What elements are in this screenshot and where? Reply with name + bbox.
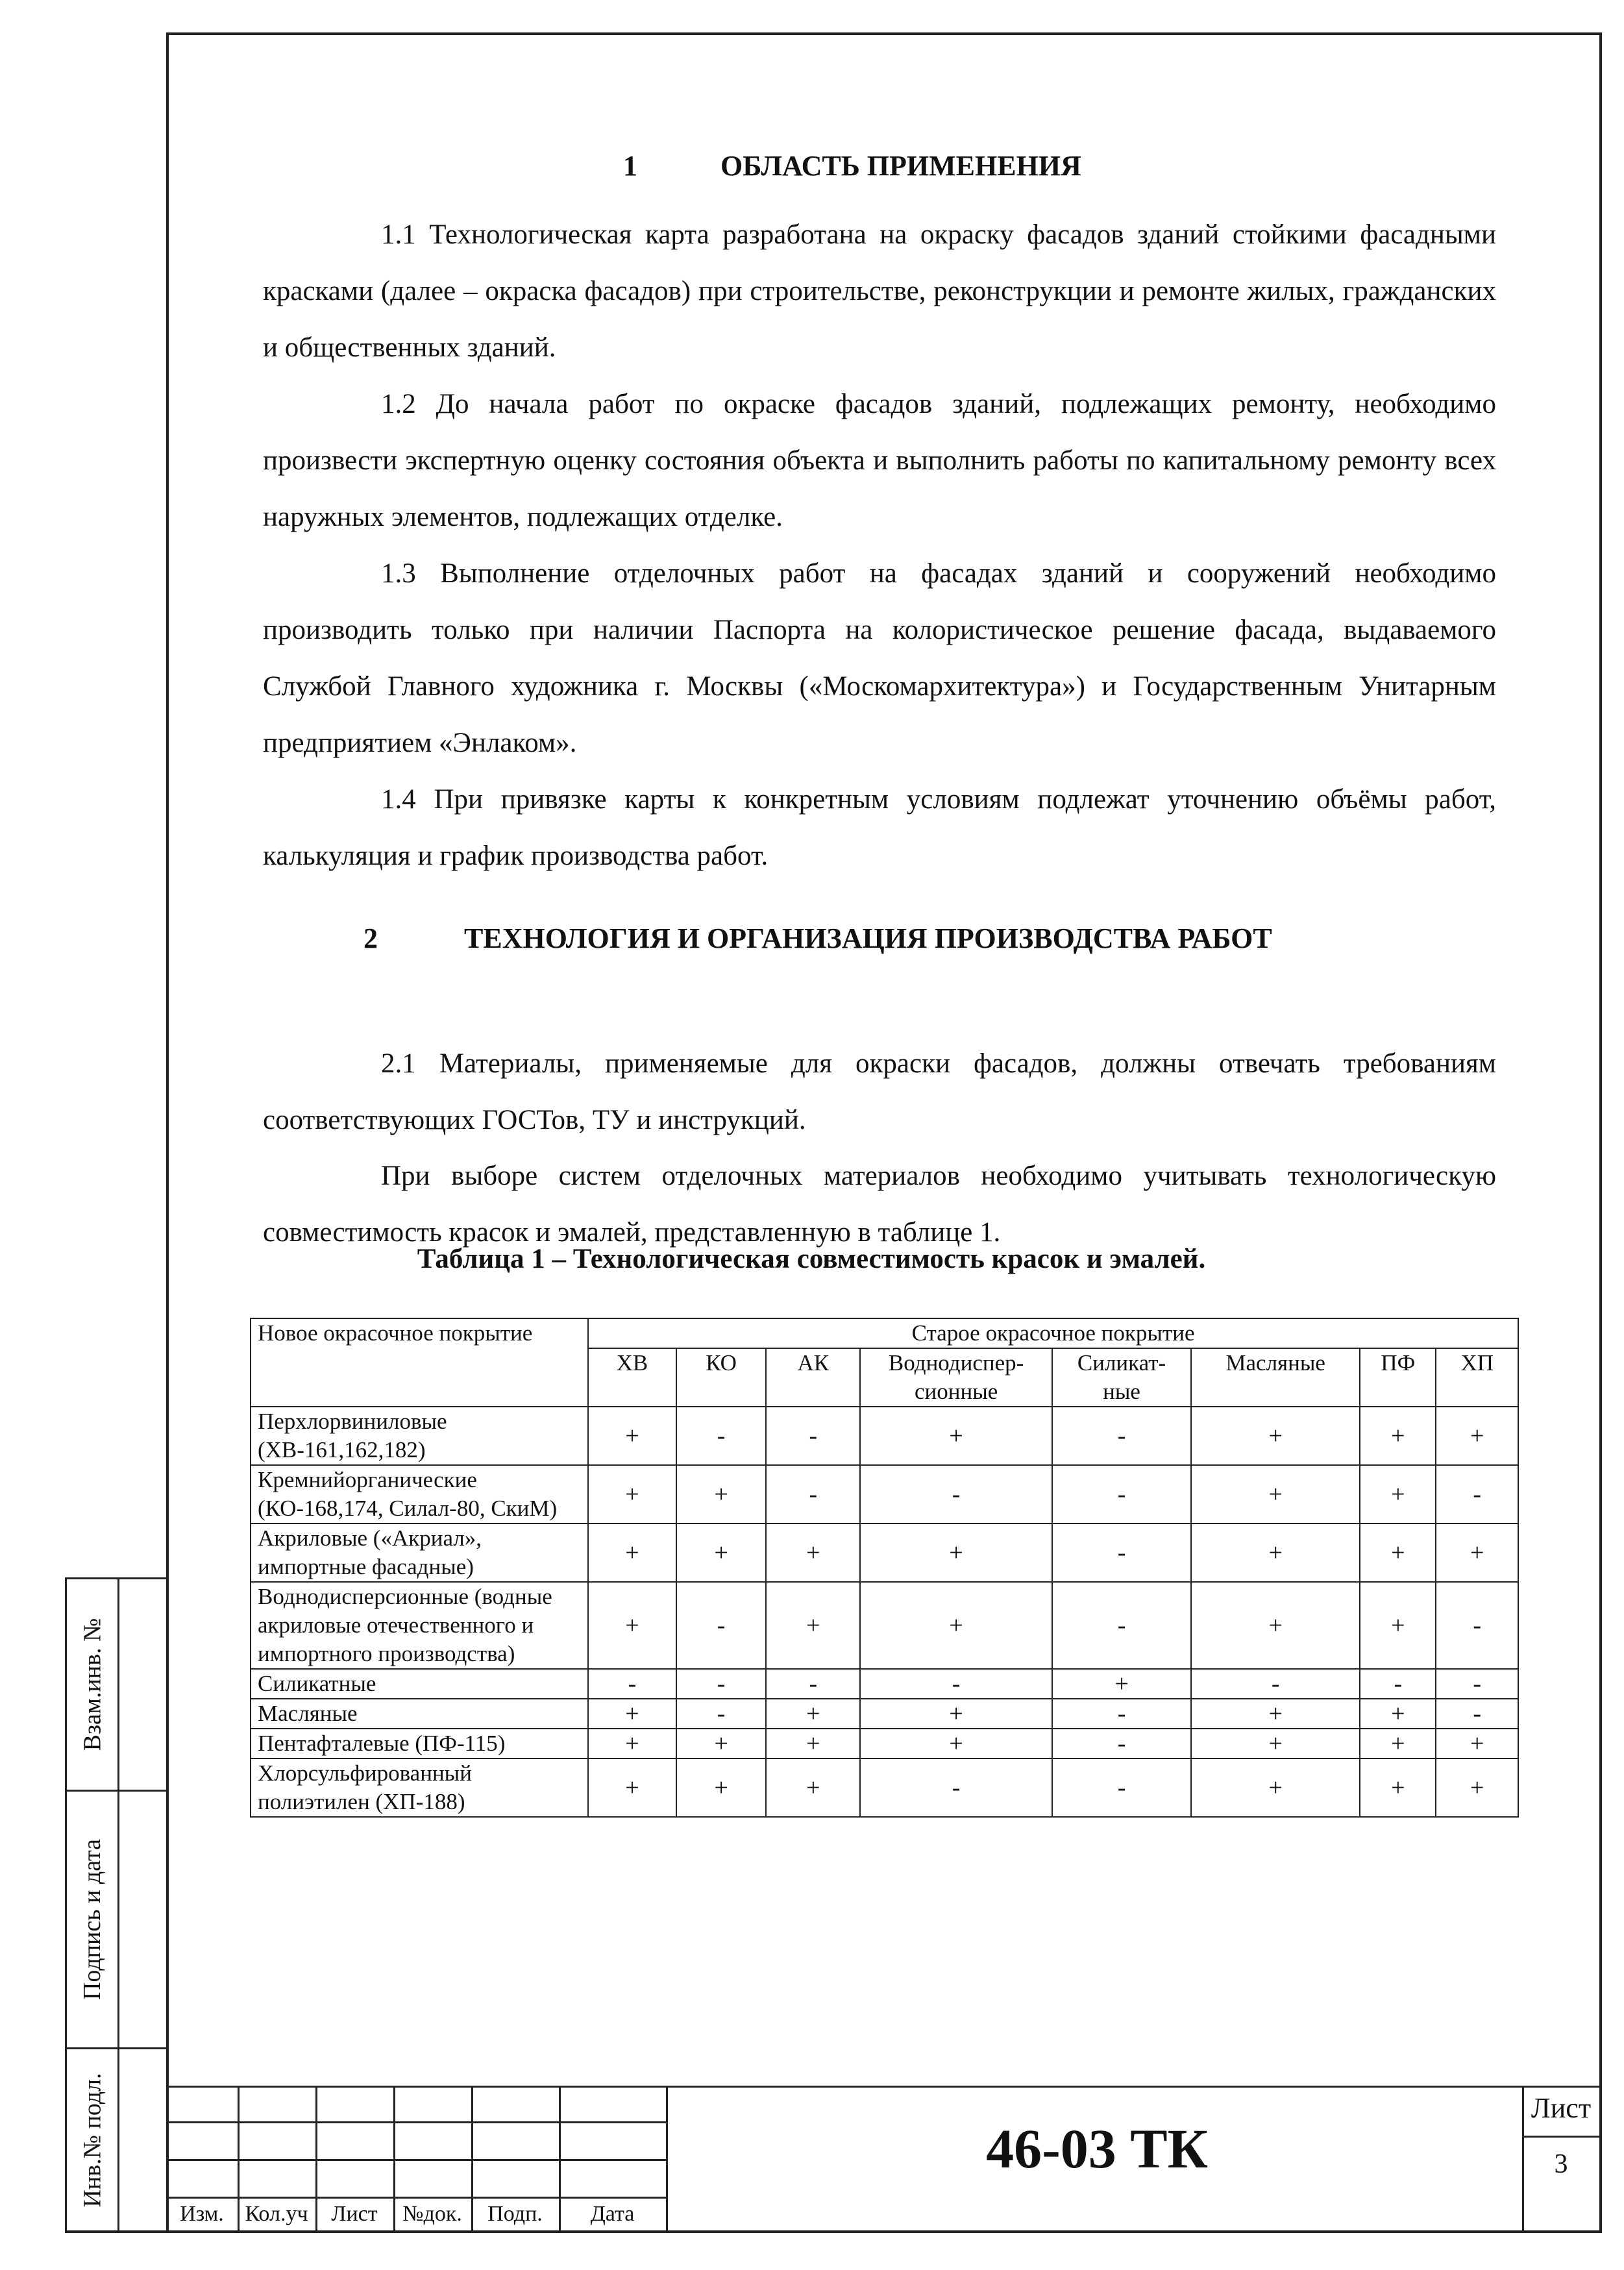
compatibility-cell: + [588,1729,676,1758]
compatibility-cell: + [1360,1699,1436,1729]
compatibility-cell: - [1436,1669,1518,1699]
compatibility-cell: + [676,1524,767,1582]
compatibility-cell: - [860,1465,1052,1524]
row-coating-name: Пентафталевые (ПФ-115) [251,1729,588,1758]
frame-left-border [166,32,169,2233]
table-header-row-1 [251,1318,1518,1348]
compatibility-cell: + [1360,1524,1436,1582]
compatibility-cell: + [1436,1407,1518,1465]
paragraph-2-2: При выборе систем отделочных материалов необходимо учитывать технологическую совместимость красок и эмалей, представленную в таблице 1. [263,1161,1496,1248]
column-header: Воднодиспер-сионные [860,1348,1052,1407]
title-block-col-izm: Изм. [180,2202,224,2226]
compatibility-cell: + [676,1729,767,1758]
paragraph-1-2: 1.2 До начала работ по окраске фасадов зданий, подлежащих ремонту, необходимо произвести экспертную оценку состояния объекта и выполнить работы по капитальному ремонту всех наружных элементов, подлежащих отделке. [263,389,1496,532]
compatibility-cell: - [766,1465,860,1524]
column-header: АК [766,1348,860,1407]
row-coating-name: Перхлорвиниловые (ХВ-161,162,182) [251,1407,588,1465]
compatibility-cell: + [1436,1758,1518,1817]
compatibility-cell: - [1052,1729,1191,1758]
table-row [251,1465,1518,1524]
compatibility-cell: - [1360,1669,1436,1699]
compatibility-cell: + [766,1758,860,1817]
compatibility-cell: - [1436,1582,1518,1669]
section-1-title: ОБЛАСТЬ ПРИМЕНЕНИЯ [720,150,1081,182]
compatibility-table [250,1318,1519,1818]
section-2-title: ТЕХНОЛОГИЯ И ОРГАНИЗАЦИЯ ПРОИЗВОДСТВА РАБОТ [464,922,1272,954]
side-stamp-zam-inv [65,1577,166,1792]
table-row [251,1524,1518,1582]
row-coating-name: Акриловые («Акриал», импортные фасадные) [251,1524,588,1582]
compatibility-cell: - [676,1699,767,1729]
compatibility-cell: + [766,1729,860,1758]
compatibility-cell: + [766,1699,860,1729]
compatibility-cell: + [1436,1729,1518,1758]
compatibility-cell: + [1360,1582,1436,1669]
compatibility-cell: - [1436,1465,1518,1524]
column-header: ХВ [588,1348,676,1407]
compatibility-cell: - [1052,1758,1191,1817]
title-block-top-line [166,2086,1602,2088]
compatibility-cell: + [1191,1729,1360,1758]
title-block-col-podp: Подп. [487,2202,543,2226]
sheet-label: Лист [1531,2092,1592,2124]
side-label-podpis: Подпись и дата [79,1838,106,2001]
compatibility-cell: - [860,1669,1052,1699]
compatibility-cell: + [588,1465,676,1524]
title-block-row-line-3 [166,2197,666,2199]
compatibility-cell: + [860,1524,1052,1582]
compatibility-cell: - [1052,1524,1191,1582]
compatibility-cell: - [676,1582,767,1669]
side-label-inv-podl: Инв.№ подл. [79,2072,106,2208]
compatibility-cell: + [1360,1407,1436,1465]
compatibility-cell: - [766,1669,860,1699]
compatibility-cell: - [676,1407,767,1465]
compatibility-cell: + [1436,1524,1518,1582]
compatibility-cell: - [860,1758,1052,1817]
compatibility-cell: - [676,1669,767,1699]
column-header: Масляные [1191,1348,1360,1407]
compatibility-cell: + [1191,1758,1360,1817]
row-coating-name: Силикатные [251,1669,588,1699]
compatibility-cell: - [1052,1465,1191,1524]
compatibility-cell: + [1191,1465,1360,1524]
side-stamp-podpis [65,1790,166,2049]
compatibility-cell: - [1052,1699,1191,1729]
paragraph-2-1: 2.1 Материалы, применяемые для окраски фасадов, должны отвечать требованиям соответствующих ГОСТов, ТУ и инструкций. [263,1048,1496,1135]
column-header: ПФ [1360,1348,1436,1407]
compatibility-cell: - [766,1407,860,1465]
row-coating-name: Хлорсульфированный полиэтилен (ХП-188) [251,1758,588,1817]
row-coating-name: Воднодисперсионные (водные акриловые отечественного и импортного производства) [251,1582,588,1669]
compatibility-cell: + [860,1699,1052,1729]
sheet-number: 3 [1554,2149,1568,2179]
row-coating-name: Кремнийорганические (КО-168,174, Силал-80, СкиМ) [251,1465,588,1524]
compatibility-cell: + [860,1582,1052,1669]
table-row [251,1758,1518,1817]
title-block-row-line-2 [166,2159,666,2161]
title-block-col-data: Дата [590,2202,635,2226]
table-row [251,1669,1518,1699]
table-caption: Таблица 1 – Технологическая совместимость красок и эмалей. [417,1244,1206,1274]
compatibility-cell: + [1191,1699,1360,1729]
compatibility-cell: + [676,1758,767,1817]
title-block-sheet-line [1522,2136,1600,2138]
title-block-col-ndok: №док. [402,2202,462,2226]
document-code: 46-03 ТК [986,2117,1208,2180]
compatibility-cell: + [588,1582,676,1669]
column-header: Силикат-ные [1052,1348,1191,1407]
compatibility-cell: + [860,1729,1052,1758]
compatibility-cell: + [588,1758,676,1817]
compatibility-cell: + [1360,1465,1436,1524]
title-block-row-line-1 [166,2121,666,2123]
compatibility-cell: + [1360,1758,1436,1817]
compatibility-cell: - [1052,1582,1191,1669]
header-new-coating: Новое окрасочное покрытие [251,1318,588,1407]
compatibility-cell: + [1191,1524,1360,1582]
column-header: ХП [1436,1348,1518,1407]
table-row [251,1407,1518,1465]
title-block-col-list: Лист [331,2202,378,2226]
table-row [251,1582,1518,1669]
frame-bottom-border [65,2230,1602,2233]
frame-top-border [167,32,1602,35]
side-stamp-inv-podl [65,2047,166,2232]
paragraph-1-3: 1.3 Выполнение отделочных работ на фасадах зданий и сооружений необходимо производить только при наличии Паспорта на колористическое решение фасада, выдаваемого Службой Главного художника г. Москвы («Москомархитектура») и Государственным Унитарным предприятием «Энлаком». [263,558,1496,758]
header-old-coating: Старое окрасочное покрытие [588,1318,1518,1348]
frame-right-border [1599,32,1602,2233]
compatibility-cell: + [1360,1729,1436,1758]
compatibility-cell: + [766,1582,860,1669]
section-2-number: 2 [363,922,378,954]
paragraph-1-1: 1.1 Технологическая карта разработана на окраску фасадов зданий стойкими фасадными красками (далее – окраска фасадов) при строительстве, реконструкции и ремонте жилых, гражданских и общественных зданий. [263,219,1496,363]
compatibility-cell: + [588,1699,676,1729]
compatibility-cell: + [588,1524,676,1582]
table-row [251,1699,1518,1729]
row-coating-name: Масляные [251,1699,588,1729]
compatibility-cell: - [1436,1699,1518,1729]
table-row [251,1729,1518,1758]
title-block-col-line-6 [666,2086,668,2232]
compatibility-cell: - [1052,1407,1191,1465]
compatibility-cell: + [676,1465,767,1524]
section-1-number: 1 [623,150,637,182]
side-label-zam-inv: Взам.инв. № [79,1618,106,1751]
compatibility-cell: + [766,1524,860,1582]
compatibility-cell: + [860,1407,1052,1465]
compatibility-cell: + [1191,1582,1360,1669]
compatibility-cell: - [588,1669,676,1699]
compatibility-cell: + [1191,1407,1360,1465]
column-header: КО [676,1348,767,1407]
compatibility-cell: + [1052,1669,1191,1699]
compatibility-cell: + [588,1407,676,1465]
paragraph-1-4: 1.4 При привязке карты к конкретным условиям подлежат уточнению объёмы работ, калькуляция и график производства работ. [263,784,1496,871]
compatibility-cell: - [1191,1669,1360,1699]
title-block-col-kol-uch: Кол.уч [245,2202,308,2226]
